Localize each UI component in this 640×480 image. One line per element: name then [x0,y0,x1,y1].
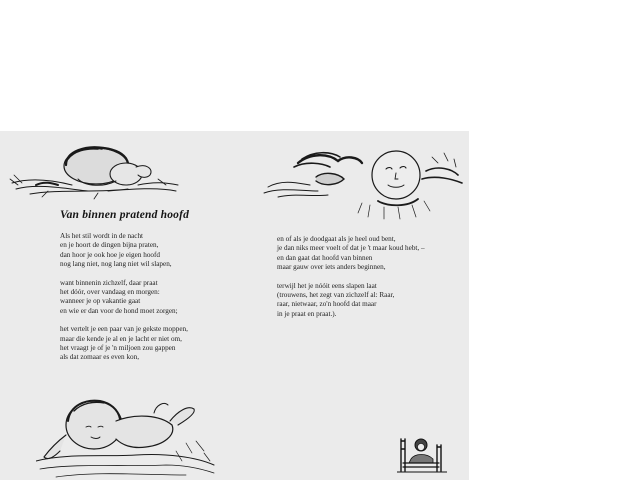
poem-line: wanneer je op vakantie gaat [60,297,141,306]
poem-line: als dat zomaar es even kon, [60,353,140,362]
stanza [277,282,457,320]
poem-title: Van binnen pratend hoofd [60,209,190,221]
poem-line: Als het stil wordt in de nacht [60,232,144,240]
poem-line: en dan gaat dat hoofd van binnen [277,253,373,262]
poem-line: raar, nietwaar, zo'n hoofd dat maar [277,300,377,309]
poem-line: maar gauw over iets anders beginnen, [277,263,386,272]
child-in-bed-drawing [397,431,447,473]
scanned-book-page [0,131,469,480]
poem-line: want binnenin zichzelf, daar praat [60,278,158,287]
poem-line: terwijl het je nóóit eens slapen laat [277,281,377,290]
sleeping-baby-curled-drawing [8,139,183,201]
poem-line: en je hoort de dingen bijna praten, [60,241,159,250]
stanza [277,235,457,273]
poem-line: en of als je doodgaat als je heel oud bent, [277,235,396,243]
poem-line: (trouwens, het zegt van zichzelf al: Raar, [277,291,395,300]
baby-lying-on-back-drawing [36,391,216,480]
stanza [60,232,240,270]
poem-right-column [277,235,457,328]
poem-line: maar die kende je al en je lacht er niet om, [60,334,182,343]
poem-line: dan hoor je ook hoe je eigen hoofd [60,250,160,259]
poem-line: het vraagt je of je 'n miljoen zou gappen [60,344,176,353]
moon-face-in-clouds-drawing [258,141,463,221]
poem-line: nog lang niet, nog lang niet wil slapen, [60,260,172,269]
poem-line: het vertelt je een paar van je gekste moppen, [60,325,188,334]
poem-line: het dóór, over vandaag en morgen: [60,288,160,297]
stanza [60,325,240,363]
poem-left-column [60,232,240,372]
poem-line: en wie er dan voor de hond moet zorgen; [60,306,178,315]
poem-line: in je praat en praat.). [277,309,337,318]
poem-line: je dan niks meer voelt of dat je 't maar koud hebt, – [277,244,425,253]
stanza [60,279,240,317]
